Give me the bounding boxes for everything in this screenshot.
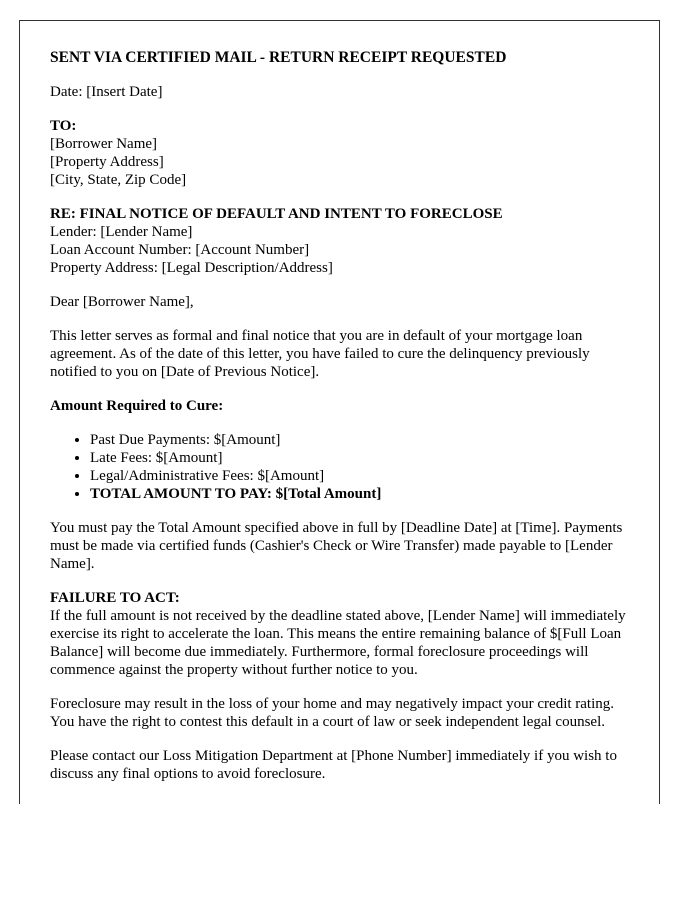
intro-paragraph: This letter serves as formal and final notice that you are in default of your mortgage loan agreement. As of the date of this letter, you have failed to cure the delinquency previously notified to you on [Date of Previous Notice]. [50, 328, 590, 380]
reference-account: Loan Account Number: [Account Number] [50, 242, 310, 258]
recipient-name: [Borrower Name] [50, 136, 158, 152]
cure-heading: Amount Required to Cure: [50, 398, 224, 414]
letter-body [50, 49, 640, 783]
reference-lender: Lender: [Lender Name] [50, 224, 193, 240]
reference-property: Property Address: [Legal Description/Address] [50, 260, 333, 276]
fee-list [50, 431, 640, 503]
recipient-label: TO: [50, 118, 77, 134]
fee-item-legal: • Legal/Administrative Fees: $[Amount] [90, 467, 640, 485]
letter-page [19, 20, 660, 804]
reference-block [50, 205, 640, 277]
contact-paragraph: Please contact our Loss Mitigation Department at [Phone Number] immediately if you wish to discuss any final options to avoid foreclosure. [50, 748, 617, 782]
rights-paragraph: Foreclosure may result in the loss of your home and may negatively impact your credit rating. You have the right to contest this default in a court of law or seek independent legal counsel. [50, 696, 615, 730]
failure-heading: FAILURE TO ACT: [50, 590, 180, 606]
date-line: Date: [Insert Date] [50, 84, 163, 100]
recipient-address: [Property Address] [50, 154, 164, 170]
recipient-block [50, 117, 640, 189]
reference-title: RE: FINAL NOTICE OF DEFAULT AND INTENT TO FORECLOSE [50, 206, 503, 222]
fee-item-past-due: • Past Due Payments: $[Amount] [90, 431, 640, 449]
salutation: Dear [Borrower Name], [50, 294, 194, 310]
recipient-city: [City, State, Zip Code] [50, 172, 187, 188]
fee-item-total: • TOTAL AMOUNT TO PAY: $[Total Amount] [90, 485, 640, 503]
fee-item-late: • Late Fees: $[Amount] [90, 449, 640, 467]
failure-block [50, 589, 640, 679]
payment-paragraph: You must pay the Total Amount specified above in full by [Deadline Date] at [Time]. Payments must be made via certified funds (Cashier's Check or Wire Transfer) made payable to [Lender Name]. [50, 520, 623, 572]
mail-notice: SENT VIA CERTIFIED MAIL - RETURN RECEIPT REQUESTED [50, 49, 507, 66]
failure-paragraph: If the full amount is not received by the deadline stated above, [Lender Name] will immediately exercise its right to accelerate the loan. This means the entire remaining balance of $[Full Loan Balance] will become due immediately. Furthermore, formal foreclosure proceedings will commence against the property without further notice to you. [50, 608, 626, 678]
